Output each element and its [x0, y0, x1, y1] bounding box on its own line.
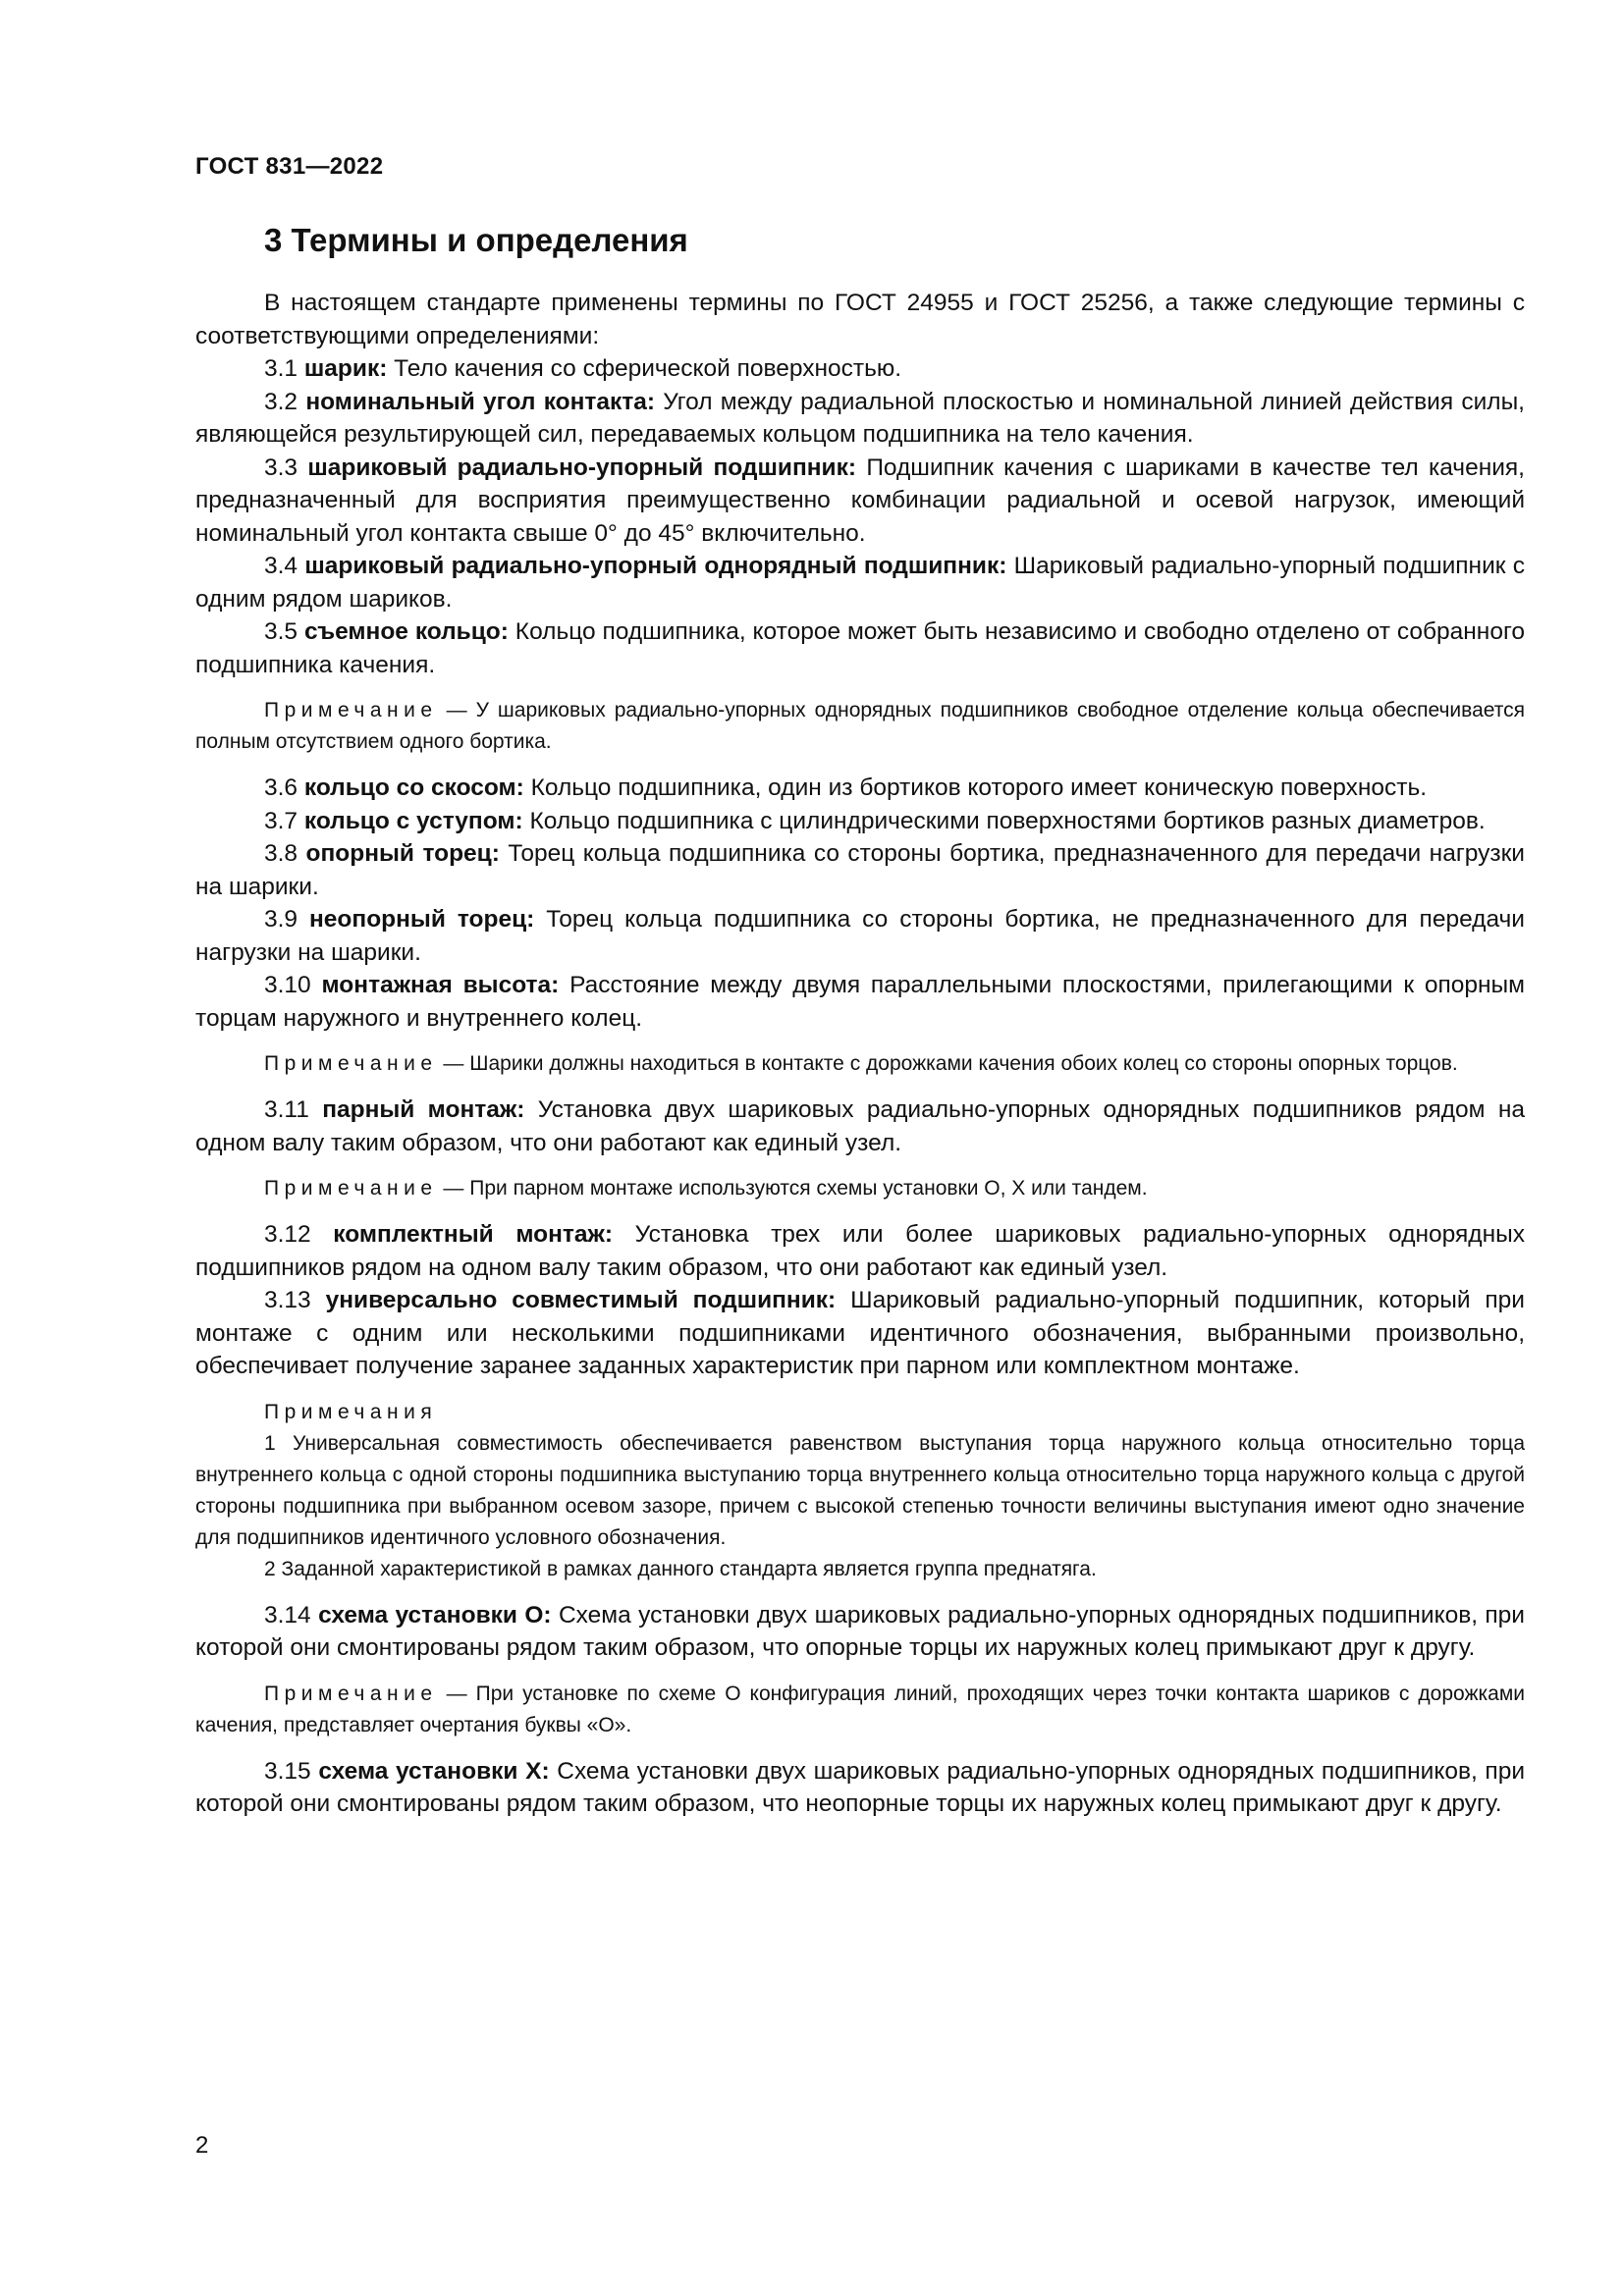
term-number: 3.4: [264, 553, 305, 579]
term-definition: Угол между радиальной плоскостью и номинальной линией действия силы, являющейся результирующей сил, передаваемых кольцом подшипника на тело качения.: [195, 388, 1525, 448]
term-3-8: [195, 837, 1525, 903]
term-name: шарик:: [303, 355, 388, 382]
term-3-9: [195, 903, 1525, 969]
term-definition: Кольцо подшипника, которое может быть независимо и свободно отделено от собранного подшипника качения.: [195, 618, 1525, 678]
term-3-12: [195, 1218, 1525, 1284]
note-label: Примечание: [264, 1052, 438, 1075]
term-definition: Шариковый радиально-упорный подшипник, который при монтаже с одним или несколькими подшипниками идентичного обозначения, выбранными произвольно, обеспечивает получение заранее заданных характеристик при парном или комплектном монтаже.: [195, 1287, 1525, 1379]
note-3-14: [195, 1679, 1525, 1741]
term-definition: Подшипник качения с шариками в качестве тел качения, предназначенный для восприятия преимущественно комбинации радиальной и осевой нагрузок, имеющий номинальный угол контакта свыше 0° до 45° включительно.: [195, 454, 1525, 547]
note-label: Примечание: [264, 1682, 438, 1705]
term-definition: Кольцо подшипника с цилиндрическими поверхностями бортиков разных диаметров.: [522, 807, 1486, 834]
term-number: 3.6: [264, 774, 304, 801]
intro-paragraph: В настоящем стандарте применены термины по ГОСТ 24955 и ГОСТ 25256, а также следующие термины с соответствующими определениями:: [195, 290, 1525, 349]
note-text: — При установке по схеме О конфигурация линий, проходящих через точки контакта шариков с дорожками качения, представляет очертания буквы «О».: [195, 1682, 1525, 1736]
term-name: номинальный угол контакта:: [305, 388, 656, 415]
section-body: [195, 287, 1525, 1821]
term-name: съемное кольцо:: [303, 618, 509, 645]
term-definition: Установка двух шариковых радиально-упорных однорядных подшипников рядом на одном валу таким образом, что они работают как единый узел.: [195, 1096, 1525, 1156]
note-item-2: 2 Заданной характеристикой в рамках данного стандарта является группа преднатяга.: [264, 1557, 1097, 1580]
note-3-11: [195, 1173, 1525, 1204]
note-text: — Шарики должны находиться в контакте с дорожками качения обоих колец со стороны опорных торцов.: [437, 1052, 1458, 1075]
section-title: 3 Термины и определения: [264, 222, 688, 258]
term-definition: Установка трех или более шариковых радиально-упорных однорядных подшипников рядом на одном валу таким образом, что они работают как единый узел.: [195, 1221, 1525, 1281]
term-definition: Расстояние между двумя параллельными плоскостями, прилегающими к опорным торцам наружного и внутреннего колец.: [195, 972, 1525, 1032]
term-definition: Шариковый радиально-упорный подшипник с одним рядом шариков.: [195, 553, 1525, 613]
term-name: комплектный монтаж:: [333, 1221, 614, 1248]
term-number: 3.5: [264, 618, 304, 645]
term-3-13: [195, 1284, 1525, 1383]
note-item-1: 1 Универсальная совместимость обеспечивается равенством выступания торца наружного кольца относительно торца внутреннего кольца с одной стороны подшипника выступанию торца внутреннего кольца относительно торца наружного кольца с другой стороны подшипника при выбранном осевом зазоре, причем с высокой степенью точности величины выступания имеют одно значение для подшипников идентичного условного обозначения.: [195, 1431, 1525, 1549]
term-number: 3.12: [264, 1221, 334, 1248]
term-3-15: [195, 1755, 1525, 1821]
term-number: 3.11: [264, 1096, 323, 1123]
term-name: схема установки О:: [318, 1601, 552, 1629]
document-code: ГОСТ 831—2022: [195, 153, 384, 180]
term-number: 3.2: [264, 388, 306, 415]
term-name: схема установки X:: [318, 1757, 550, 1785]
term-name: кольцо с уступом:: [303, 807, 523, 834]
term-3-4: [195, 550, 1525, 615]
note-3-5: [195, 695, 1525, 758]
note-3-10: [195, 1048, 1525, 1080]
term-name: универсально совместимый подшипник:: [325, 1287, 837, 1313]
term-3-5: [195, 615, 1525, 681]
term-number: 3.10: [264, 972, 322, 998]
term-name: шариковый радиально-упорный однорядный подшипник:: [304, 553, 1007, 579]
term-definition: Кольцо подшипника, один из бортиков которого имеет коническую поверхность.: [523, 774, 1428, 801]
term-name: монтажная высота:: [321, 972, 560, 998]
term-definition: Схема установки двух шариковых радиально-упорных однорядных подшипников, при которой они смонтированы рядом таким образом, что неопорные торцы их наружных колец примыкают друг к другу.: [195, 1757, 1526, 1817]
term-number: 3.7: [264, 807, 304, 834]
page-number: 2: [195, 2132, 209, 2159]
term-name: парный монтаж:: [322, 1096, 525, 1123]
term-name: шариковый радиально-упорный подшипник:: [307, 454, 857, 481]
term-3-10: [195, 969, 1525, 1035]
notes-heading: Примечания: [264, 1400, 438, 1423]
term-definition: Торец кольца подшипника со стороны бортика, предназначенного для передачи нагрузки на шарики.: [195, 840, 1525, 900]
term-number: 3.14: [264, 1601, 319, 1629]
note-label: Примечание: [264, 699, 438, 721]
term-3-1: [195, 352, 1525, 386]
note-text: — При парном монтаже используются схемы установки О, X или тандем.: [437, 1177, 1148, 1200]
note-label: Примечание: [264, 1177, 438, 1200]
term-name: опорный торец:: [305, 840, 500, 867]
term-number: 3.13: [264, 1287, 326, 1313]
term-number: 3.8: [264, 840, 306, 867]
term-number: 3.3: [264, 454, 308, 481]
term-definition: Схема установки двух шариковых радиально-упорных однорядных подшипников, при которой они смонтированы рядом таким образом, что опорные торцы их наружных колец примыкают друг к другу.: [195, 1601, 1525, 1661]
term-3-14: [195, 1599, 1525, 1665]
term-number: 3.15: [264, 1757, 319, 1785]
note-text: — У шариковых радиально-упорных однорядных подшипников свободное отделение кольца обеспечивается полным отсутствием одного бортика.: [195, 699, 1525, 753]
term-number: 3.1: [264, 355, 304, 382]
term-name: кольцо со скосом:: [303, 774, 524, 801]
term-name: неопорный торец:: [309, 906, 535, 933]
term-definition: Торец кольца подшипника со стороны бортика, не предназначенного для передачи нагрузки на шарики.: [195, 906, 1525, 966]
term-3-11: [195, 1094, 1525, 1159]
term-3-6: [195, 772, 1525, 805]
term-number: 3.9: [264, 906, 309, 933]
term-3-7: [195, 805, 1525, 838]
term-definition: Тело качения со сферической поверхностью.: [387, 355, 902, 382]
term-3-3: [195, 452, 1525, 551]
term-3-2: [195, 386, 1525, 452]
